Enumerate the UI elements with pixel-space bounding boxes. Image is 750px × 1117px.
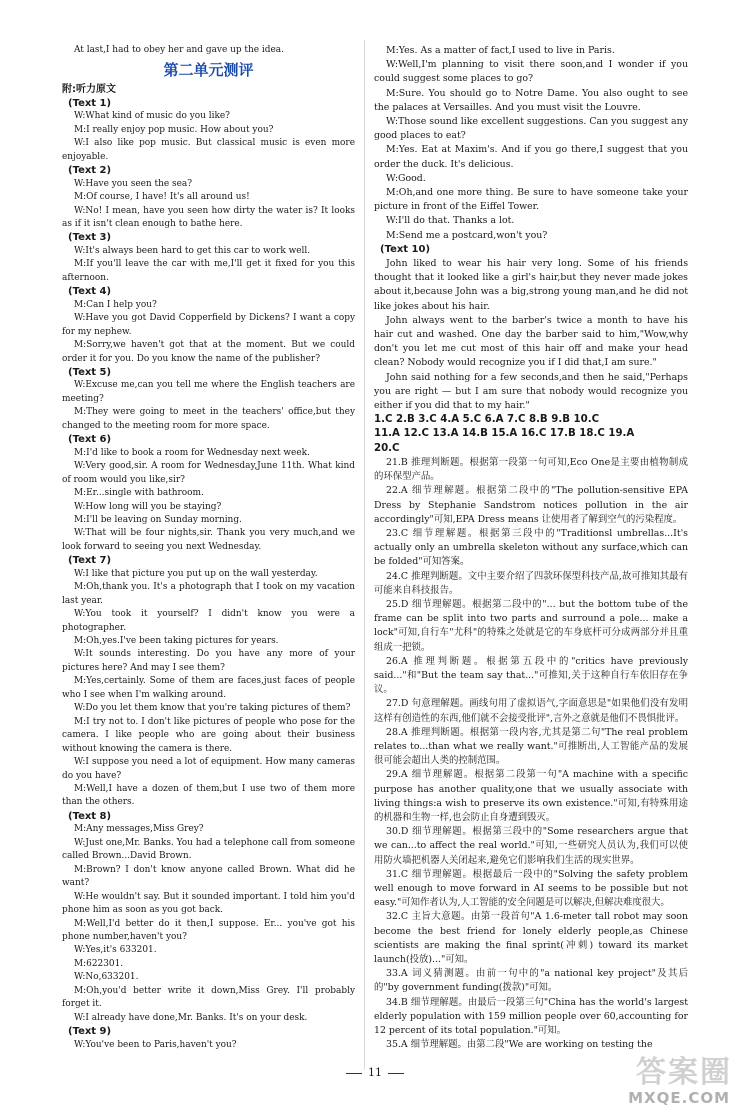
transcript-line: W:Do you let them know that you're taking pictures of them? [74,703,351,714]
explanation-list [374,456,688,1053]
transcript-line: W:I'll do that. Thanks a lot. [386,215,515,227]
right-column [374,44,688,1052]
transcript-line: W:Good. [386,172,426,184]
answer-explanation: 25.D 细节理解题。根据第二段中的"... but the bottom tube of the frame can be split into two parts and surround a pole... make a lock"可知,自行车"尤科"的特殊之处就是它的车身底杆可分成两部分并且重组成一把锁。 [374,598,688,653]
transcript-tag: (Text 3) [68,232,112,244]
answer-explanation: 23.C 细节理解题。根据第三段中的"Traditionsl umbrellas...It's actually only an umbrella skeleton without any surface,which can be folded"可知答案。 [374,527,688,568]
passage-paragraph: John liked to wear his hair very long. Some of his friends thought that it looked like a girl's hair,but they never made jokes about it,because John was a big,strong young man,and he did not like jokes about his hair. [374,258,688,312]
transcript-line: M:Can I help you? [74,299,157,310]
transcript-line: W:It's always been hard to get this car to work well. [74,245,311,256]
transcript-line: M:They were going to meet in the teachers' office,but they changed to the meeting room for more space. [62,407,355,431]
page-number: 11 [368,1066,382,1079]
transcript-tag: (Text 7) [68,555,112,567]
transcript-line: W:I suppose you need a lot of equipment. How many cameras do you have? [62,757,355,781]
text10-body [374,257,688,413]
text9-continuation [374,44,688,243]
transcript-line: M:Yes. Eat at Maxim's. And if you go there,I suggest that you order the duck. It's delicious. [374,144,688,170]
answer-explanation: 27.D 句意理解题。画线句用了虚拟语气,字面意思是"如果他们没有发明这样有创造性的东西,他们就不会接受批评",言外之意就是他们不畏惧批评。 [374,698,688,724]
transcript-tag: (Text 8) [68,810,112,822]
answer-explanation: 30.D 细节理解题。根据第三段中的"Some researchers argue that we can...to affect the real world."可知,一些研究人员认为,我们可以使用防火墙把机器人关闭起来,避免它们影响我们生活的现实世界。 [374,826,688,866]
transcript-line: M:Send me a postcard,won't you? [386,229,548,241]
answer-key-line-3: 20.C [374,442,400,454]
answer-explanation: 35.A 细节理解题。由第二段"We are working on testing the [386,1039,653,1051]
transcript-line: W:Have you got David Copperfield by Dickens? I want a copy for my nephew. [62,313,355,337]
transcript-line: M:Yes,certainly. Some of them are faces,just faces of people who I see when I'm walking around. [62,676,355,700]
transcript-line: W:Very good,sir. A room for Wednesday,June 11th. What kind of room would you like,sir? [62,461,355,485]
intro-line: At last,I had to obey her and gave up the idea. [74,45,284,55]
transcript-line: W:Well,I'm planning to visit there soon,and I wonder if you could suggest some places to go? [374,59,688,85]
footer-dash-right [388,1073,404,1074]
transcript-list [62,97,355,1052]
transcript-line: M:If you'll leave the car with me,I'll get it fixed for you this afternoon. [62,259,355,283]
transcript-line: M:Any messages,Miss Grey? [74,824,204,835]
answer-explanation: 31.C 细节理解题。根据最后一段中的"Solving the safety problem well enough to move forward in AI seems to be possible but not easy."可知作者认为,人工智能的安全问题是可以解决,但解决难度很大。 [374,868,688,909]
section-title: 第二单元测评 [163,61,254,80]
transcript-line: M:Of course, I have! It's all around us! [74,192,250,203]
transcript-line: M:Oh,and one more thing. Be sure to have someone take your picture in front of the Eiffel Tower. [374,187,688,213]
transcript-line: M:Well,I'd better do it then,I suppose. Er... you've got his phone number,haven't you? [62,918,355,942]
answer-key-line-2: 11.A 12.C 13.A 14.B 15.A 16.C 17.B 18.C 19.A [374,428,635,440]
transcript-tag: (Text 9) [68,1026,112,1038]
transcript-line: M:I'll be leaving on Sunday morning. [74,514,242,525]
transcript-line: M:Well,I have a dozen of them,but I use two of them more than the others. [62,784,355,808]
transcript-line: W:That will be four nights,sir. Thank you very much,and we look forward to seeing you next Wednesday. [62,528,355,552]
appendix-label: 附:听力原文 [62,84,116,96]
text10-tag: (Text 10) [380,243,431,255]
footer-dash-left [346,1073,362,1074]
transcript-line: M:Sure. You should go to Notre Dame. You also ought to see the palaces at Versailles. And you must visit the Louvre. [374,87,688,113]
transcript-line: M:I really enjoy pop music. How about you? [74,124,274,135]
answer-explanation: 22.A 细节理解题。根据第二段中的"The pollution-sensitive EPA Dress by Stephanie Sandstrom notices pollution in the air accordingly"可知,EPA Dress means 让使用者了解到空气的污染程度。 [374,485,688,525]
transcript-line: W:Yes,it's 633201. [74,945,157,956]
transcript-line: W:Those sound like excellent suggestions. Can you suggest any good places to eat? [374,116,688,142]
transcript-line: W:No,633201. [74,972,139,983]
watermark-big-text: 答案圈 [636,1055,732,1090]
transcript-line: M:Brown? I don't know anyone called Brown. What did he want? [62,864,355,889]
transcript-tag: (Text 2) [68,165,112,177]
answer-explanation: 21.B 推理判断题。根据第一段第一句可知,Eco One是主要由植物制成的环保型产品。 [374,456,688,483]
transcript-line: M:Er...single with bathroom. [74,488,204,499]
transcript-line: W:He wouldn't say. But it sounded important. I told him you'd phone him as soon as you got back. [62,891,355,916]
passage-paragraph: John always went to the barber's twice a month to have his hair cut and washed. One day the barber said to him,"Wow,why don't you let me cut most of this hair off and make your head clean? Nobody would recognize you if I did that,I am sure." [374,314,688,369]
answer-explanation: 26.A 推理判断题。根据第五段中的"critics have previously said..."和"But the team say that..."可推知,关于这种自行车依旧存在争议。 [374,655,688,696]
transcript-line: W:How long will you be staying? [74,501,222,512]
left-column [62,44,355,1052]
transcript-line: M:622301. [74,958,124,969]
transcript-line: M:I'd like to book a room for Wednesday next week. [74,447,310,458]
passage-paragraph: John said nothing for a few seconds,and then he said,"Perhaps you are right — but I am sure that nobody would recognize you either if you did that to my hair." [374,371,688,412]
transcript-line: M:Oh,thank you. It's a photograph that I took on my vacation last year. [62,582,355,606]
transcript-line: W:It sounds interesting. Do you have any more of your pictures here? And may I see them? [62,649,355,673]
transcript-line: M:Yes. As a matter of fact,I used to live in Paris. [386,45,615,56]
answer-explanation: 29.A 细节理解题。根据第二段第一句"A machine with a specific purpose has another quality,one that we usually associate with living things:a wish to preserve its own existence."可知,有特殊用途的机器和生物一样,也会防止自身遭到毁灭。 [374,769,688,823]
transcript-line: W:I already have done,Mr. Banks. It's on your desk. [74,1012,308,1023]
answer-explanation: 28.A 推理判断题。根据第一段内容,尤其是第二句"The real problem relates to...than what we really want."可推断出,人工智能产品的发展很可能会超出人类的控制范围。 [374,726,688,767]
transcript-line: W:No! I mean, have you seen how dirty the water is? It looks as if it isn't clean enough to bathe here. [62,205,355,229]
watermark-logo [592,1053,742,1113]
answer-key-line-1: 1.C 2.B 3.C 4.A 5.C 6.A 7.C 8.B 9.B 10.C [374,414,600,426]
transcript-line: M:I try not to. I don't like pictures of people who pose for the camera. I like people who are going about their business without knowing the camera is there. [62,716,355,754]
transcript-line: M:Oh,yes.I've been taking pictures for years. [74,636,279,647]
transcript-line: W:What kind of music do you like? [74,111,230,122]
transcript-line: M:Sorry,we haven't got that at the moment. But we could order it for you. Do you know the name of the publisher? [62,340,355,364]
transcript-line: W:You've been to Paris,haven't you? [74,1039,237,1050]
answer-explanation: 24.C 推理判断题。文中主要介绍了四款环保型科技产品,故可推知其最有可能来自科技报告。 [374,570,688,596]
answer-explanation: 32.C 主旨大意题。由第一段首句"A 1.6-meter tall robot may soon become the best friend for lonely elderly people,as Chinese scientists are making the final sprint(冲刺) toward its market launch(投放)..."可知。 [374,911,688,965]
answer-explanation: 33.A 词义猜测题。由前一句中的"a national key project"及其后的"by government funding(拨款)"可知。 [374,968,688,994]
transcript-tag: (Text 5) [68,366,112,378]
transcript-line: W:Have you seen the sea? [74,178,192,189]
transcript-line: W:I like that picture you put up on the wall yesterday. [74,568,318,579]
transcript-line: M:Oh,you'd better write it down,Miss Grey. I'll probably forget it. [62,985,355,1010]
transcript-tag: (Text 1) [68,97,112,109]
transcript-line: W:I also like pop music. But classical music is even more enjoyable. [62,138,355,162]
transcript-tag: (Text 4) [68,286,112,298]
column-divider [364,40,365,1070]
transcript-tag: (Text 6) [68,434,112,446]
transcript-line: W:Excuse me,can you tell me where the English teachers are meeting? [62,380,355,404]
answer-explanation: 34.B 细节理解题。由最后一段第三句"China has the world's largest elderly population with 159 million people over 60,accounting for 12 percent of its total population."可知。 [374,996,688,1037]
transcript-line: W:Just one,Mr. Banks. You had a telephone call from someone called Brown...David Brown. [62,837,355,862]
watermark-site-text: MXQE.COM [628,1089,730,1107]
transcript-line: W:You took it yourself? I didn't know you were a photographer. [62,609,355,633]
